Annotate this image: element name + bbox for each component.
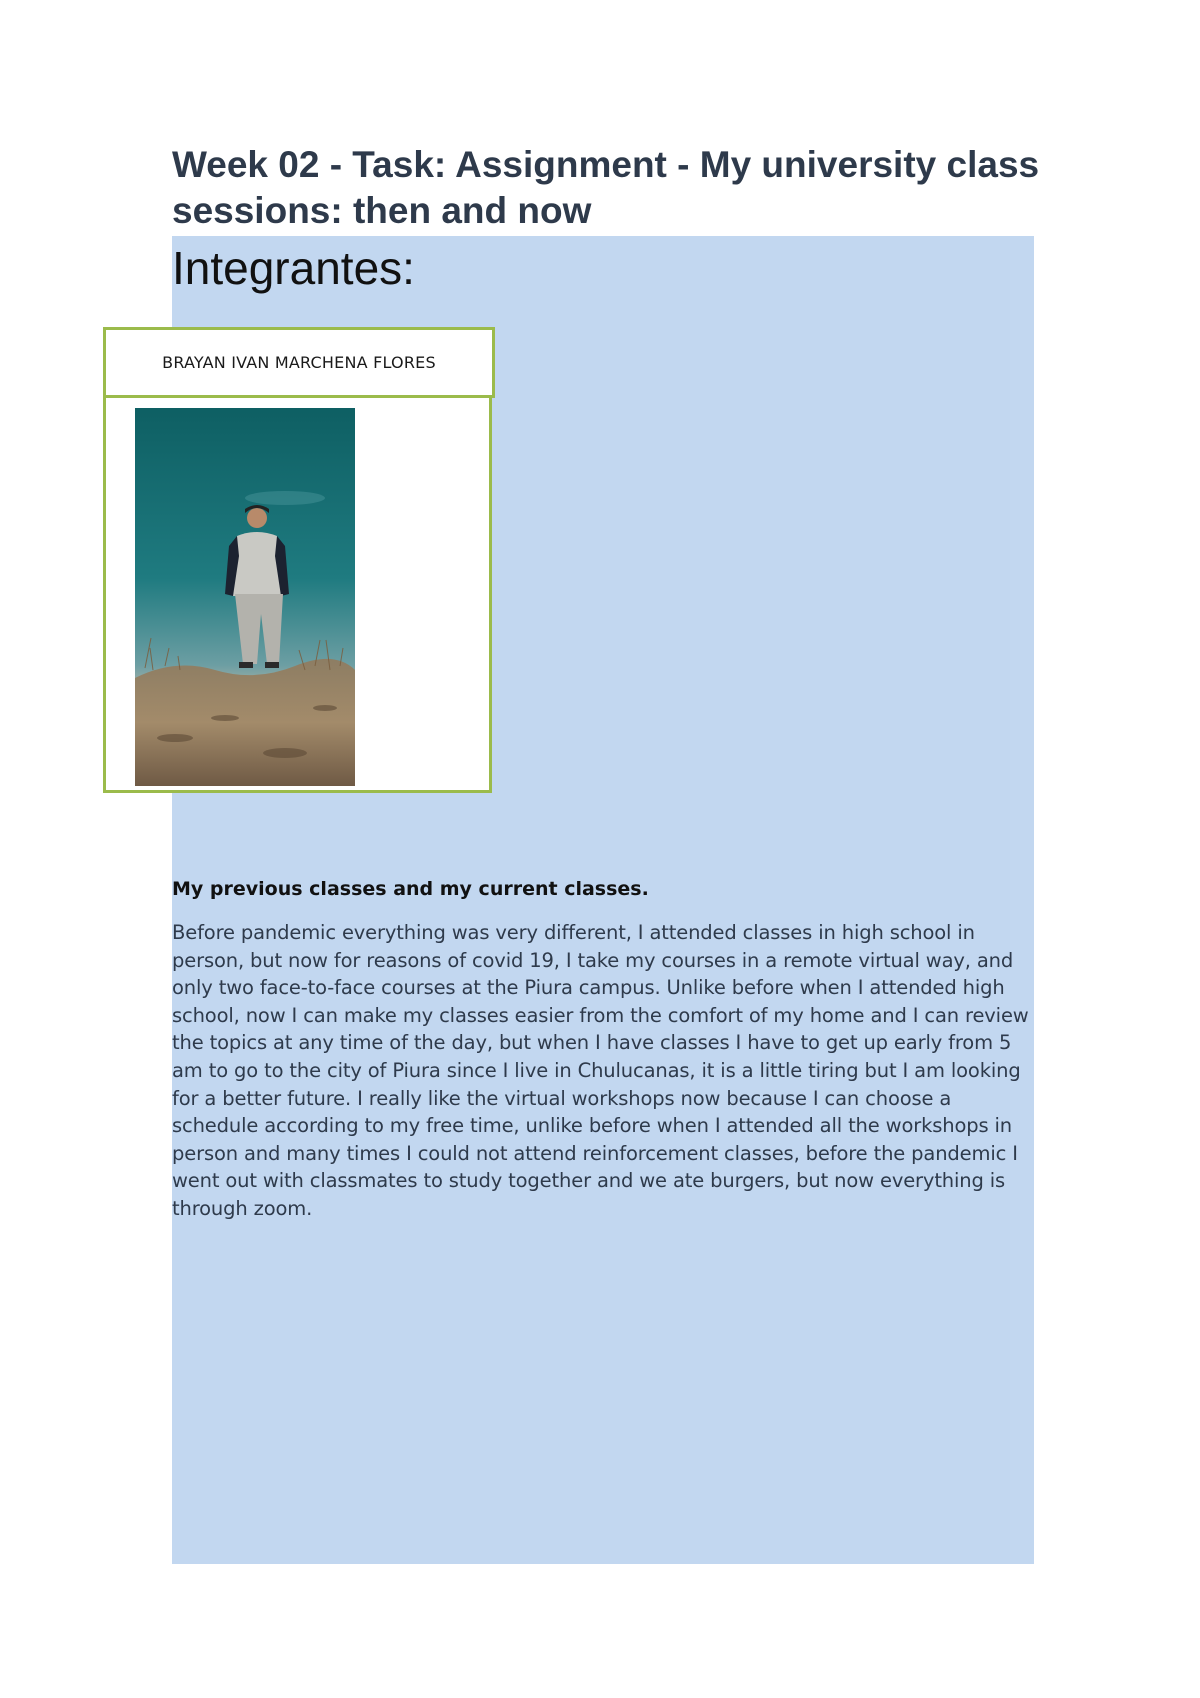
member-name: BRAYAN IVAN MARCHENA FLORES [162,353,436,372]
member-name-box [103,327,495,398]
document-title: Week 02 - Task: Assignment - My university class sessions: then and now [172,144,1040,231]
members-heading: Integrantes: [172,242,415,294]
body-paragraph: Before pandemic everything was very different, I attended classes in high school in person, but now for reasons of covid 19, I take my courses in a remote virtual way, and only two face-to-face courses at the Piura campus. Unlike before when I attended high school, now I can make my classes easier from the comfort of my home and I can review the topics at any time of the day, but when I have classes I have to get up early from 5 am to go to the city of Piura since I live in Chulucanas, it is a little tiring but I am looking for a better future. I really like the virtual workshops now because I can choose a schedule according to my free time, unlike before when I attended all the workshops in person and many times I could not attend reinforcement classes, before the pandemic I went out with classmates to study together and we ate burgers, but now everything is through zoom. [172,921,1029,1220]
section-heading: My previous classes and my current classes. [172,878,649,900]
member-photo [135,408,355,786]
photo-illustration [135,408,355,786]
